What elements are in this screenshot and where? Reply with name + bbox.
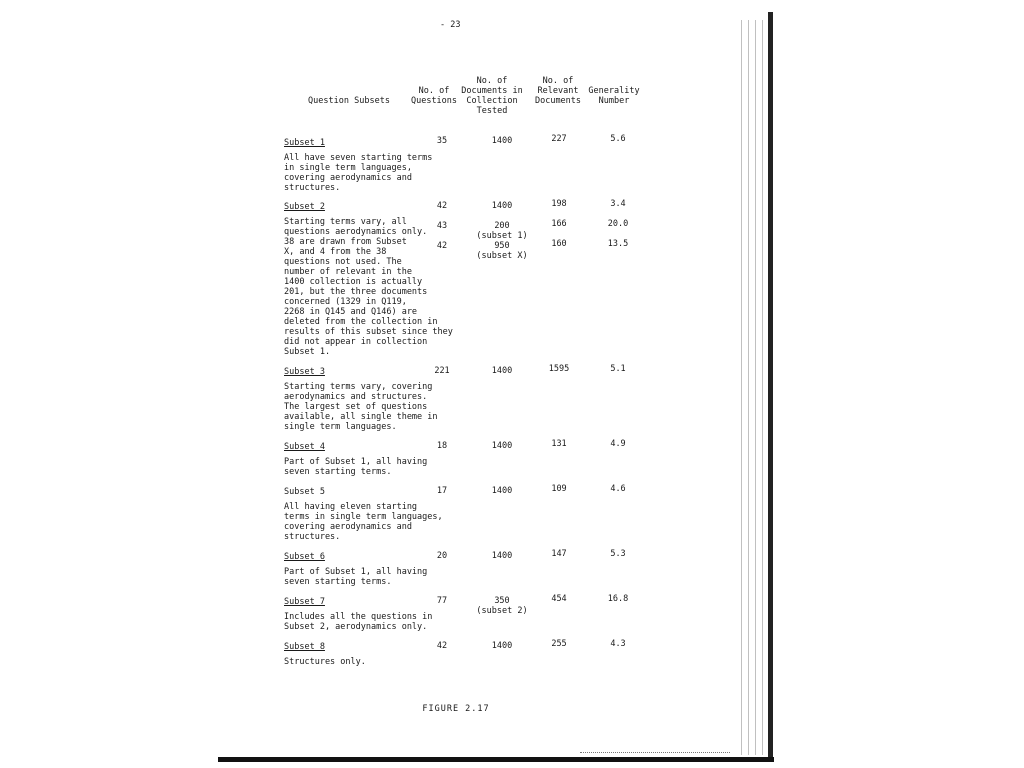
cell-line: 1400 [491, 441, 513, 451]
subset-title: Subset 8 [284, 642, 325, 652]
cell-line: (subset 1) [476, 231, 528, 241]
description-line: structures. [284, 532, 341, 542]
header-line: Tested [476, 106, 508, 116]
header-question-subsets [308, 96, 390, 106]
description-line: concerned (1329 in Q119, [284, 297, 407, 307]
scan-noise-margin [738, 20, 768, 755]
cell-line: 5.6 [610, 134, 626, 144]
description-line: questions aerodynamics only. [284, 227, 428, 237]
cell-line: (subset X) [476, 251, 528, 261]
subset-title: Subset 4 [284, 442, 325, 452]
cell-line: 131 [551, 439, 567, 449]
cell-line: 4.3 [610, 639, 626, 649]
header-no-of-questions [411, 86, 457, 106]
subset-description [284, 457, 427, 477]
footer-dotted-line [580, 752, 730, 754]
questions-value [437, 201, 447, 211]
relevant-value [551, 484, 566, 494]
header-line: No. of [476, 76, 508, 86]
generality-value [610, 199, 625, 209]
cell-line: 20 [436, 551, 448, 561]
questions-value [437, 241, 447, 251]
cell-line: 221 [434, 366, 450, 376]
description-line: did not appear in collection [284, 337, 428, 347]
header-line: Documents [534, 96, 582, 106]
documents-value [476, 596, 527, 616]
generality-value [610, 439, 625, 449]
description-line: All having eleven starting [284, 502, 418, 512]
questions-value [437, 136, 447, 146]
questions-value [437, 551, 447, 561]
description-line: in single term languages, [284, 163, 412, 173]
cell-line: 109 [551, 484, 567, 494]
description-line: Includes all the questions in [284, 612, 433, 622]
header-line: Questions [410, 96, 458, 106]
documents-value [492, 441, 512, 451]
header-no-of-relevant [535, 76, 581, 106]
cell-line: 77 [436, 596, 448, 606]
description-line: 38 are drawn from Subset [284, 237, 407, 247]
header-line: Generality [588, 86, 640, 96]
documents-value [492, 201, 512, 211]
documents-value [492, 641, 512, 651]
subset-title: Subset 3 [284, 367, 325, 377]
cell-line: 35 [436, 136, 448, 146]
cell-line: 1400 [491, 136, 513, 146]
description-line: Starting terms vary, covering [284, 382, 433, 392]
description-line: available, all single theme in [284, 412, 438, 422]
cell-line: 5.3 [610, 549, 626, 559]
cell-line: 1400 [491, 486, 513, 496]
cell-line: 200 [494, 221, 510, 231]
cell-line: 3.4 [610, 199, 626, 209]
description-line: single term languages. [284, 422, 397, 432]
cell-line: 1400 [491, 366, 513, 376]
cell-line: 5.1 [610, 364, 626, 374]
cell-line: 1595 [548, 364, 570, 374]
description-line: seven starting terms. [284, 577, 392, 587]
relevant-value [551, 239, 566, 249]
relevant-value [551, 219, 566, 229]
cell-line: 42 [436, 641, 448, 651]
description-line: Subset 2, aerodynamics only. [284, 622, 428, 632]
description-line: number of relevant in the [284, 267, 412, 277]
subset-title: Subset 6 [284, 552, 325, 562]
generality-value [610, 549, 625, 559]
cell-line: 1400 [491, 551, 513, 561]
documents-value [492, 551, 512, 561]
documents-value [492, 486, 512, 496]
cell-line: 160 [551, 239, 567, 249]
description-line: structures. [284, 183, 341, 193]
description-line: covering aerodynamics and [284, 173, 412, 183]
relevant-value [551, 199, 566, 209]
description-line: aerodynamics and structures. [284, 392, 428, 402]
header-line: Documents in [461, 86, 523, 96]
generality-value [610, 364, 625, 374]
cell-line: 4.6 [610, 484, 626, 494]
cell-line: 166 [551, 219, 567, 229]
header-line: No. of [418, 86, 450, 96]
subset-description [284, 153, 432, 193]
description-line: terms in single term languages, [284, 512, 443, 522]
description-line: deleted from the collection in [284, 317, 438, 327]
subset-title: Subset 1 [284, 138, 325, 148]
subset-description [284, 502, 443, 542]
generality-value [610, 639, 625, 649]
cell-line: (subset 2) [476, 606, 528, 616]
description-line: Part of Subset 1, all having [284, 457, 428, 467]
description-line: 1400 collection is actually [284, 277, 423, 287]
questions-value [434, 366, 449, 376]
header-line: Question Subsets [308, 96, 390, 106]
cell-line: 43 [436, 221, 448, 231]
cell-line: 227 [551, 134, 567, 144]
relevant-value [551, 549, 566, 559]
page-number: - 23 [440, 20, 461, 30]
subset-description [284, 382, 438, 432]
header-line: Number [598, 96, 630, 106]
cell-line: 950 [494, 241, 510, 251]
header-generality-number [588, 86, 639, 106]
generality-value [610, 484, 625, 494]
generality-value [608, 594, 628, 604]
documents-value [492, 136, 512, 146]
cell-line: 1400 [491, 641, 513, 651]
page-bottom-edge [218, 757, 774, 762]
relevant-value [549, 364, 569, 374]
subset-title: Subset 7 [284, 597, 325, 607]
description-line: The largest set of questions [284, 402, 428, 412]
header-line: No. of [542, 76, 574, 86]
generality-value [608, 239, 628, 249]
description-line: seven starting terms. [284, 467, 392, 477]
relevant-value [551, 134, 566, 144]
generality-value [610, 134, 625, 144]
cell-line: 454 [551, 594, 567, 604]
documents-value [492, 366, 512, 376]
cell-line: 350 [494, 596, 510, 606]
cell-line: 42 [436, 241, 448, 251]
description-line: Part of Subset 1, all having [284, 567, 428, 577]
description-line: Structures only. [284, 657, 366, 667]
figure-caption: FIGURE 2.17 [422, 704, 490, 714]
cell-line: 198 [551, 199, 567, 209]
relevant-value [551, 439, 566, 449]
questions-value [437, 486, 447, 496]
cell-line: 17 [436, 486, 448, 496]
description-line: X, and 4 from the 38 [284, 247, 387, 257]
header-no-of-documents [461, 76, 522, 116]
cell-line: 13.5 [607, 239, 629, 249]
cell-line: 20.0 [607, 219, 629, 229]
questions-value [437, 441, 447, 451]
description-line: All have seven starting terms [284, 153, 433, 163]
cell-line: 42 [436, 201, 448, 211]
description-line: Starting terms vary, all [284, 217, 407, 227]
generality-value [608, 219, 628, 229]
documents-value [476, 221, 527, 261]
questions-value [437, 596, 447, 606]
description-line: Subset 1. [284, 347, 331, 357]
header-line: Relevant [537, 86, 579, 96]
subset-description [284, 217, 453, 357]
questions-value [437, 641, 447, 651]
questions-value [437, 221, 447, 231]
description-line: 2268 in Q145 and Q146) are [284, 307, 418, 317]
description-line: results of this subset since they [284, 327, 453, 337]
subset-description [284, 612, 432, 632]
cell-line: 1400 [491, 201, 513, 211]
subset-title: Subset 5 [284, 487, 325, 497]
subset-description [284, 657, 366, 667]
relevant-value [551, 639, 566, 649]
cell-line: 4.9 [610, 439, 626, 449]
subset-description [284, 567, 427, 587]
cell-line: 16.8 [607, 594, 629, 604]
cell-line: 255 [551, 639, 567, 649]
header-line: Collection [466, 96, 518, 106]
description-line: 201, but the three documents [284, 287, 428, 297]
subset-title: Subset 2 [284, 202, 325, 212]
description-line: questions not used. The [284, 257, 402, 267]
description-line: covering aerodynamics and [284, 522, 412, 532]
page-right-edge [768, 12, 773, 762]
cell-line: 147 [551, 549, 567, 559]
relevant-value [551, 594, 566, 604]
cell-line: 18 [436, 441, 448, 451]
